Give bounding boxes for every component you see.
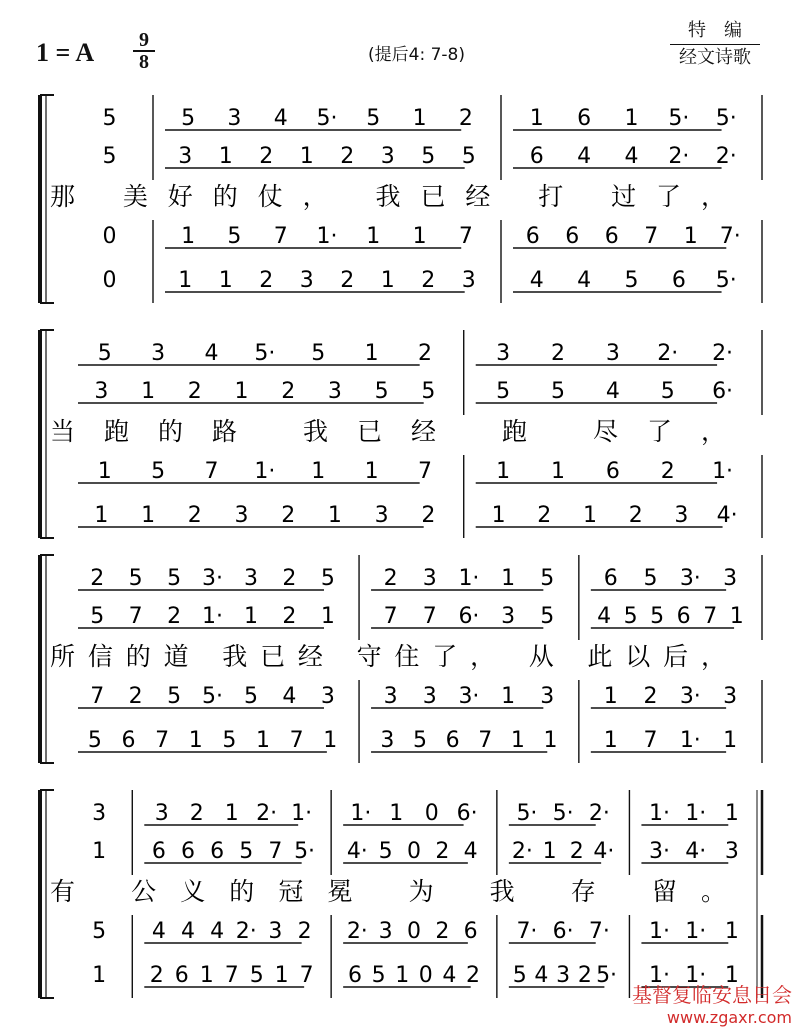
note-2-1: 2· xyxy=(657,341,679,366)
note-1-3: 0 xyxy=(102,224,117,249)
note-1-2: 5 xyxy=(102,144,117,169)
note-1-1: 4 xyxy=(273,106,288,131)
note-4-1: 1· xyxy=(291,801,313,826)
note-1-2: 3 xyxy=(178,144,193,169)
note-1-4: 3 xyxy=(299,268,314,293)
note-3-2: 7 xyxy=(383,604,398,629)
note-4-2: 5· xyxy=(294,839,316,864)
note-1-3: 7 xyxy=(273,224,288,249)
note-4-1: 0 xyxy=(424,801,439,826)
note-2-4: 1 xyxy=(491,503,506,528)
note-2-3: 1 xyxy=(496,459,511,484)
note-4-3: 6 xyxy=(463,919,478,944)
key-signature: 1 = A xyxy=(36,38,95,67)
note-3-2: 1 xyxy=(243,604,258,629)
note-3-3: 5 xyxy=(167,684,182,709)
note-2-3: 7 xyxy=(204,459,219,484)
meter-bottom: 8 xyxy=(139,51,149,73)
note-4-2: 2· xyxy=(511,839,533,864)
note-1-2: 3 xyxy=(380,144,395,169)
note-4-3: 1 xyxy=(724,919,739,944)
note-3-3: 4 xyxy=(282,684,297,709)
note-3-2: 1 xyxy=(729,604,744,629)
note-3-3: 1 xyxy=(501,684,516,709)
source-label: 经文诗歌 xyxy=(679,47,751,68)
note-1-3: 7 xyxy=(644,224,659,249)
note-1-1: 5· xyxy=(715,106,737,131)
note-2-1: 2· xyxy=(712,341,734,366)
note-2-1: 3 xyxy=(496,341,511,366)
watermark-url: www.zgaxr.com xyxy=(666,1008,792,1027)
note-1-2: 4 xyxy=(624,144,639,169)
note-1-2: 1 xyxy=(218,144,233,169)
note-2-2: 2 xyxy=(187,379,202,404)
note-1-4: 2 xyxy=(259,268,274,293)
note-1-4: 5 xyxy=(624,268,639,293)
note-4-1: 1 xyxy=(724,801,739,826)
watermark-cn: 基督复临安息日会 xyxy=(632,983,792,1007)
note-3-4: 1 xyxy=(188,728,203,753)
note-3-4: 7 xyxy=(155,728,170,753)
note-2-2: 2 xyxy=(281,379,296,404)
note-1-1: 1 xyxy=(412,106,427,131)
note-4-1: 3 xyxy=(92,801,107,826)
system-1 xyxy=(40,95,762,303)
note-1-3: 6 xyxy=(525,224,540,249)
note-2-2: 5 xyxy=(421,379,436,404)
note-3-1: 3 xyxy=(243,566,258,591)
note-2-1: 4 xyxy=(204,341,219,366)
note-4-3: 2 xyxy=(297,919,312,944)
note-3-2: 7 xyxy=(128,604,143,629)
note-3-1: 3 xyxy=(723,566,738,591)
note-4-2: 1 xyxy=(542,839,557,864)
note-4-2: 4· xyxy=(346,839,368,864)
note-2-3: 5 xyxy=(151,459,166,484)
note-2-2: 3 xyxy=(94,379,109,404)
note-3-3: 1 xyxy=(603,684,618,709)
note-3-4: 6 xyxy=(445,728,460,753)
note-2-2: 3 xyxy=(327,379,342,404)
note-4-1: 1 xyxy=(389,801,404,826)
note-3-4: 1 xyxy=(323,728,338,753)
note-2-2: 5 xyxy=(374,379,389,404)
note-3-1: 3· xyxy=(202,566,224,591)
note-4-2: 4 xyxy=(463,839,478,864)
note-4-1: 6· xyxy=(456,801,478,826)
note-2-2: 1 xyxy=(234,379,249,404)
meter-top: 9 xyxy=(133,30,155,52)
note-2-1: 3 xyxy=(605,341,620,366)
note-3-4: 7 xyxy=(643,728,658,753)
note-2-4: 2 xyxy=(628,503,643,528)
note-4-4: 4 xyxy=(442,963,457,988)
note-3-4: 1 xyxy=(510,728,525,753)
note-3-1: 3 xyxy=(422,566,437,591)
note-3-3: 3· xyxy=(679,684,701,709)
note-1-4: 5· xyxy=(715,268,737,293)
note-3-4: 1 xyxy=(603,728,618,753)
note-3-1: 1 xyxy=(501,566,516,591)
note-1-3: 1 xyxy=(412,224,427,249)
note-2-2: 6· xyxy=(712,379,734,404)
note-1-4: 1 xyxy=(218,268,233,293)
note-1-3: 1 xyxy=(683,224,698,249)
note-1-3: 5 xyxy=(227,224,242,249)
note-3-1: 2 xyxy=(383,566,398,591)
note-4-3: 3 xyxy=(378,919,393,944)
note-1-2: 4 xyxy=(577,144,592,169)
note-4-1: 3 xyxy=(154,801,169,826)
note-4-2: 1 xyxy=(92,839,107,864)
note-4-4: 2 xyxy=(577,963,592,988)
note-2-2: 4 xyxy=(605,379,620,404)
note-4-4: 5 xyxy=(512,963,527,988)
note-1-2: 6 xyxy=(529,144,544,169)
note-4-3: 4 xyxy=(210,919,225,944)
note-3-3: 3 xyxy=(383,684,398,709)
note-4-1: 1 xyxy=(224,801,239,826)
note-3-1: 5 xyxy=(320,566,335,591)
watermark xyxy=(632,979,792,1027)
note-1-4: 1 xyxy=(380,268,395,293)
note-4-4: 7 xyxy=(299,963,314,988)
note-2-1: 2 xyxy=(418,341,433,366)
note-4-2: 7 xyxy=(268,839,283,864)
lyric-line-4: 有 公义的冠冕 为 我 存 留。 xyxy=(50,877,726,906)
note-3-4: 3 xyxy=(380,728,395,753)
note-3-2: 1 xyxy=(320,604,335,629)
note-3-1: 2 xyxy=(90,566,105,591)
note-1-4: 0 xyxy=(102,268,117,293)
note-3-2: 7 xyxy=(703,604,718,629)
note-4-4: 1 xyxy=(274,963,289,988)
note-1-1: 2 xyxy=(458,106,473,131)
note-4-4: 3 xyxy=(556,963,571,988)
note-4-3: 1· xyxy=(649,919,671,944)
note-3-2: 2 xyxy=(282,604,297,629)
note-1-4: 2 xyxy=(421,268,436,293)
note-4-2: 4· xyxy=(685,839,707,864)
lyric-line-2: 当跑的路 我已经 跑 尽了， xyxy=(50,417,726,446)
note-1-4: 1 xyxy=(178,268,193,293)
note-4-1: 2· xyxy=(588,801,610,826)
note-2-4: 2 xyxy=(537,503,552,528)
note-4-4: 5 xyxy=(249,963,264,988)
note-4-1: 5· xyxy=(516,801,538,826)
note-2-4: 1 xyxy=(327,503,342,528)
note-3-3: 7 xyxy=(90,684,105,709)
note-3-2: 5 xyxy=(650,604,665,629)
note-2-4: 2 xyxy=(187,503,202,528)
note-2-4: 3 xyxy=(234,503,249,528)
note-2-3: 1· xyxy=(712,459,734,484)
note-1-2: 2· xyxy=(668,144,690,169)
note-4-4: 2 xyxy=(149,963,164,988)
note-4-3: 7· xyxy=(588,919,610,944)
note-1-1: 5 xyxy=(181,106,196,131)
note-3-2: 1· xyxy=(202,604,224,629)
note-1-4: 3 xyxy=(461,268,476,293)
note-4-2: 3 xyxy=(724,839,739,864)
note-4-1: 1· xyxy=(350,801,372,826)
note-2-2: 1 xyxy=(141,379,156,404)
note-1-3: 1· xyxy=(316,224,338,249)
note-4-2: 6 xyxy=(181,839,195,864)
note-4-4: 1 xyxy=(724,963,739,988)
note-2-3: 1 xyxy=(364,459,379,484)
note-4-4: 1· xyxy=(649,963,671,988)
note-2-2: 5 xyxy=(660,379,675,404)
note-1-2: 2· xyxy=(715,144,737,169)
note-1-3: 1 xyxy=(181,224,196,249)
note-2-1: 5· xyxy=(254,341,276,366)
note-4-4: 6 xyxy=(174,963,189,988)
note-3-2: 6· xyxy=(458,604,480,629)
note-3-3: 2 xyxy=(643,684,658,709)
note-1-2: 5 xyxy=(461,144,476,169)
note-4-3: 7· xyxy=(516,919,538,944)
note-2-1: 2 xyxy=(551,341,565,366)
note-3-4: 1 xyxy=(255,728,270,753)
lyric-line-3: 所信的道 我已经 守住了， 从 此以后， xyxy=(50,642,727,671)
note-4-2: 2 xyxy=(569,839,584,864)
note-3-2: 2 xyxy=(167,604,182,629)
note-1-3: 7· xyxy=(719,224,741,249)
note-2-3: 2 xyxy=(660,459,675,484)
note-1-1: 5· xyxy=(668,106,690,131)
note-4-4: 2 xyxy=(466,963,481,988)
note-3-4: 7 xyxy=(478,728,493,753)
note-3-3: 3 xyxy=(422,684,437,709)
note-4-2: 3· xyxy=(649,839,671,864)
note-3-4: 6 xyxy=(121,728,136,753)
note-3-2: 5 xyxy=(540,604,555,629)
note-3-3: 3· xyxy=(458,684,480,709)
note-4-4: 6 xyxy=(347,963,362,988)
note-3-2: 6 xyxy=(676,604,691,629)
note-3-1: 1· xyxy=(458,566,480,591)
note-1-4: 2 xyxy=(340,268,355,293)
system-4 xyxy=(40,790,762,998)
note-4-3: 0 xyxy=(407,919,421,944)
note-3-3: 3 xyxy=(723,684,738,709)
note-3-2: 3 xyxy=(501,604,516,629)
note-3-4: 1 xyxy=(543,728,558,753)
note-2-3: 1 xyxy=(97,459,112,484)
note-4-4: 0 xyxy=(418,963,433,988)
note-1-2: 2 xyxy=(340,144,355,169)
note-1-1: 1 xyxy=(529,106,544,131)
note-3-4: 1· xyxy=(679,728,701,753)
note-2-4: 1 xyxy=(583,503,597,528)
note-4-4: 1 xyxy=(395,963,410,988)
note-4-3: 6· xyxy=(552,919,574,944)
note-3-2: 7 xyxy=(422,604,437,629)
note-3-3: 3 xyxy=(540,684,555,709)
lyric-line-1: 那 美好的仗， 我已经 打 过了， xyxy=(50,182,726,211)
note-3-1: 5 xyxy=(540,566,555,591)
note-2-4: 3 xyxy=(374,503,389,528)
note-3-2: 4 xyxy=(597,604,612,629)
note-3-3: 5· xyxy=(202,684,224,709)
note-2-4: 1 xyxy=(141,503,156,528)
note-2-3: 7 xyxy=(418,459,433,484)
note-3-2: 5 xyxy=(623,604,638,629)
note-2-1: 1 xyxy=(364,341,379,366)
note-4-3: 2 xyxy=(435,919,450,944)
note-3-1: 5 xyxy=(128,566,143,591)
note-4-3: 4 xyxy=(181,919,195,944)
note-2-4: 2 xyxy=(281,503,296,528)
note-4-1: 5· xyxy=(552,801,574,826)
note-1-1: 6 xyxy=(577,106,592,131)
note-3-1: 6 xyxy=(603,566,618,591)
note-2-3: 1· xyxy=(254,459,276,484)
note-2-1: 5 xyxy=(311,341,326,366)
note-1-1: 3 xyxy=(227,106,242,131)
note-4-4: 7 xyxy=(224,963,239,988)
note-4-4: 1 xyxy=(199,963,214,988)
note-2-4: 4· xyxy=(716,503,738,528)
note-3-1: 5 xyxy=(643,566,658,591)
systems-layer xyxy=(40,95,762,998)
note-3-1: 2 xyxy=(282,566,297,591)
system-2 xyxy=(40,330,762,538)
note-4-3: 1· xyxy=(685,919,707,944)
note-2-4: 1 xyxy=(94,503,109,528)
note-1-1: 5· xyxy=(316,106,338,131)
note-3-3: 2 xyxy=(128,684,143,709)
note-3-4: 1 xyxy=(723,728,738,753)
note-3-4: 5 xyxy=(222,728,237,753)
note-4-3: 2· xyxy=(346,919,368,944)
note-3-3: 5 xyxy=(243,684,258,709)
note-4-3: 2· xyxy=(235,919,257,944)
arranger-label: 特编 xyxy=(670,18,760,45)
note-4-3: 3 xyxy=(268,919,283,944)
note-4-4: 1 xyxy=(92,963,107,988)
note-3-1: 5 xyxy=(167,566,182,591)
note-2-1: 3 xyxy=(151,341,166,366)
note-1-3: 7 xyxy=(458,224,473,249)
note-3-4: 7 xyxy=(289,728,304,753)
note-4-3: 4 xyxy=(151,919,166,944)
note-3-3: 3 xyxy=(320,684,335,709)
note-1-3: 1 xyxy=(366,224,381,249)
note-3-2: 5 xyxy=(90,604,105,629)
note-2-4: 2 xyxy=(421,503,436,528)
note-1-2: 2 xyxy=(259,144,274,169)
note-4-1: 2 xyxy=(189,801,204,826)
note-2-2: 5 xyxy=(496,379,511,404)
note-4-2: 0 xyxy=(407,839,421,864)
note-4-2: 5 xyxy=(378,839,393,864)
note-1-4: 6 xyxy=(671,268,686,293)
note-2-1: 5 xyxy=(97,341,112,366)
note-1-4: 4 xyxy=(529,268,544,293)
note-1-3: 6 xyxy=(604,224,619,249)
system-3 xyxy=(40,555,762,763)
note-1-1: 5 xyxy=(366,106,381,131)
note-2-3: 1 xyxy=(311,459,326,484)
note-2-3: 6 xyxy=(605,459,620,484)
note-1-4: 4 xyxy=(577,268,592,293)
note-1-1: 1 xyxy=(624,106,639,131)
note-2-4: 3 xyxy=(674,503,689,528)
note-1-2: 5 xyxy=(421,144,436,169)
note-3-4: 5 xyxy=(413,728,427,753)
note-4-2: 2 xyxy=(435,839,450,864)
note-4-4: 5· xyxy=(596,963,618,988)
note-2-2: 5 xyxy=(551,379,565,404)
note-3-1: 3· xyxy=(679,566,701,591)
note-2-3: 1 xyxy=(551,459,565,484)
note-4-4: 5 xyxy=(371,963,386,988)
note-4-2: 6 xyxy=(151,839,166,864)
note-4-1: 1· xyxy=(649,801,671,826)
note-4-3: 5 xyxy=(92,919,107,944)
note-4-4: 4 xyxy=(534,963,549,988)
scripture-reference: (提后4: 7-8) xyxy=(368,45,465,65)
note-1-2: 1 xyxy=(299,144,314,169)
note-1-3: 6 xyxy=(565,224,580,249)
note-4-4: 1· xyxy=(685,963,707,988)
note-1-1: 5 xyxy=(102,106,117,131)
note-4-1: 1· xyxy=(685,801,707,826)
note-3-4: 5 xyxy=(87,728,102,753)
note-4-1: 2· xyxy=(256,801,278,826)
note-4-2: 4· xyxy=(593,839,615,864)
note-4-2: 6 xyxy=(210,839,225,864)
note-4-2: 5 xyxy=(239,839,254,864)
